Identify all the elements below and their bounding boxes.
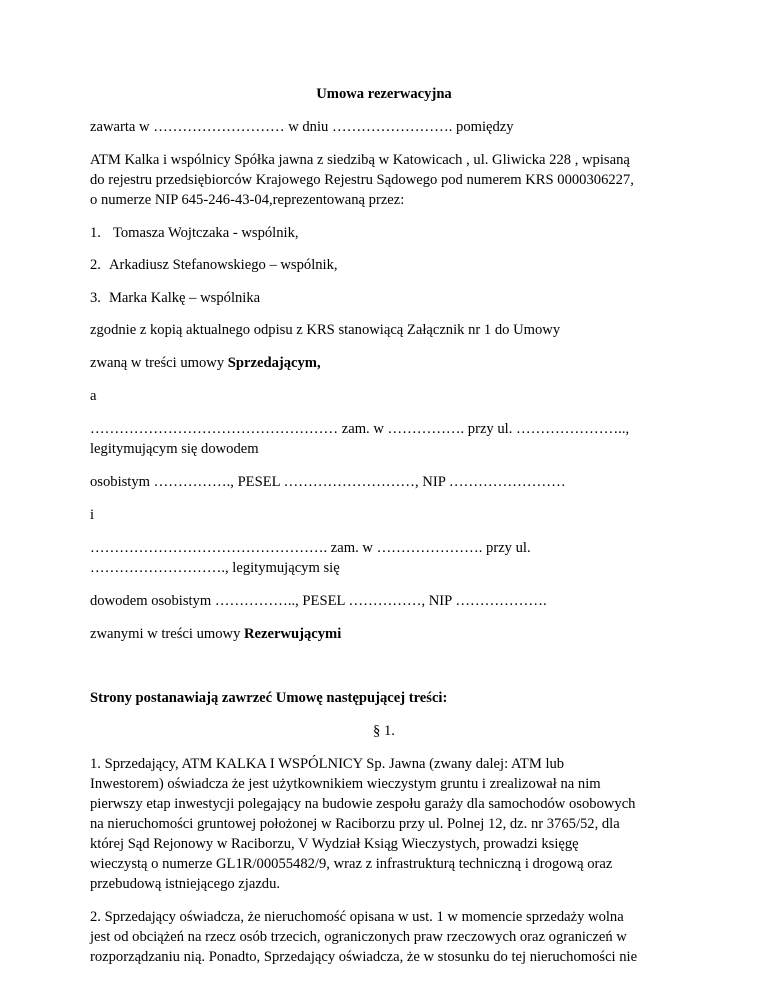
representative-name: Arkadiusz Stefanowskiego – wspólnik,: [108, 257, 338, 273]
document-title: Umowa rezerwacyjna: [316, 86, 452, 102]
representative-name: Marka Kalkę – wspólnika: [108, 290, 261, 306]
representative-item: [90, 288, 260, 308]
section-mark: § 1.: [373, 723, 395, 739]
buyer2-line-2: ………………………., legitymującym się: [90, 560, 340, 576]
para1-line: wieczystą o numerze GL1R/00055482/9, wraz z infrastrukturą techniczną i drogową oraz: [90, 856, 613, 872]
para1-line: 1. Sprzedający, ATM KALKA I WSPÓLNICY Sp. Jawna (zwany dalej: ATM lub: [90, 756, 565, 772]
buyer2-line-3: dowodem osobistym …………….., PESEL ……………, NIP ……………….: [90, 593, 547, 609]
buyer1-line-3: osobistym ……………., PESEL ………………………, NIP ……………………: [90, 474, 566, 490]
buyer1-line-2: legitymującym się dowodem: [90, 441, 259, 457]
buyers-called-line: [90, 624, 341, 644]
seller-line-2: do rejestru przedsiębiorców Krajowego Rejestru Sądowego pod numerem KRS 0000306227,: [90, 172, 634, 188]
seller-line-1: ATM Kalka i wspólnicy Spółka jawna z siedzibą w Katowicach , ul. Gliwicka 228 , wpisaną: [90, 152, 630, 168]
para2-line: 2. Sprzedający oświadcza, że nieruchomość opisana w ust. 1 w momencie sprzedaży wolna: [90, 909, 624, 925]
called-prefix: zwanymi w treści umowy: [90, 626, 245, 642]
called-prefix: zwaną w treści umowy: [90, 355, 228, 371]
para1-line: na nieruchomości gruntowej położonej w Raciborzu przy ul. Polnej 12, dz. nr 3765/52, dla: [90, 816, 620, 832]
para1-line: pierwszy etap inwestycji polegający na budowie zespołu garaży dla samochodów osobowych: [90, 796, 636, 812]
representative-item: [90, 223, 299, 243]
seller-called-line: [90, 353, 321, 373]
list-number: 3.: [90, 290, 101, 306]
parties-statement: Strony postanawiają zawrzeć Umowę następującej treści:: [90, 690, 448, 706]
and-word: a: [90, 388, 97, 404]
buyers-term: Rezerwującymi: [244, 626, 342, 642]
intro-line: zawarta w ……………………… w dniu ……………………. pomiędzy: [90, 119, 514, 135]
para1-line: której Sąd Rejonowy w Raciborzu, V Wydział Ksiąg Wieczystych, prowadzi księgę: [90, 836, 579, 852]
para2-line: rozporządzaniu nią. Ponadto, Sprzedający oświadcza, że w stosunku do tej nieruchomości nie: [90, 949, 638, 965]
seller-line-3: o numerze NIP 645-246-43-04,reprezentowaną przez:: [90, 192, 405, 208]
krs-note: zgodnie z kopią aktualnego odpisu z KRS stanowiącą Załącznik nr 1 do Umowy: [90, 322, 561, 338]
list-number: 1.: [90, 225, 101, 241]
buyer1-line-1: …………………………………………… zam. w ……………. przy ul. …………………..,: [90, 421, 630, 437]
para1-line: przebudową istniejącego zjazdu.: [90, 876, 281, 892]
i-word: i: [90, 507, 95, 523]
para1-line: Inwestorem) oświadcza że jest użytkownikiem wieczystym gruntu i zrealizował na nim: [90, 776, 601, 792]
buyer2-line-1: …………………………………………. zam. w …………………. przy ul.: [90, 540, 531, 556]
representative-name: Tomasza Wojtczaka - wspólnik,: [112, 225, 299, 241]
representative-item: [90, 255, 338, 275]
seller-term: Sprzedającym,: [227, 355, 321, 371]
para2-line: jest od obciążeń na rzecz osób trzecich, ograniczonych praw rzeczowych oraz ograniczeń w: [90, 929, 627, 945]
list-number: 2.: [90, 257, 101, 273]
